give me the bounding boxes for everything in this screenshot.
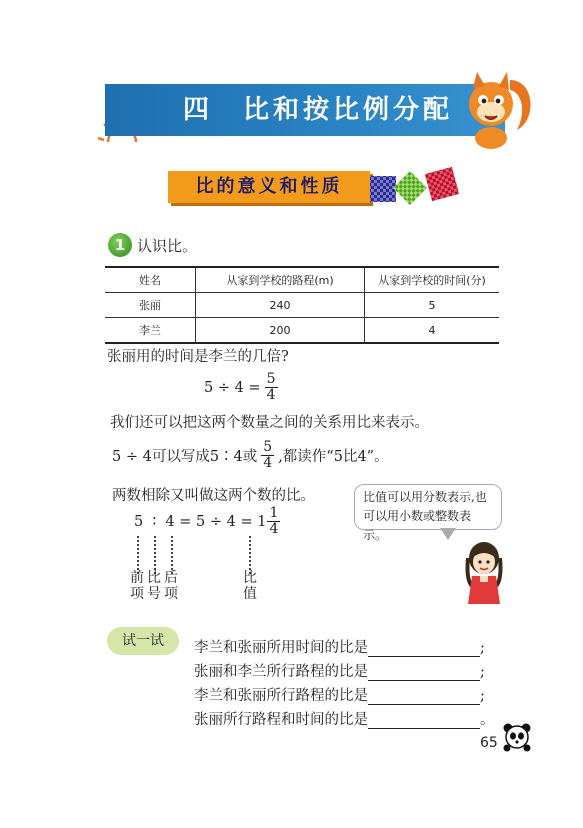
try-line: 李兰和张丽所用时间的比是 ; [194,640,485,656]
chapter-title: 比和按比例分配 [243,95,454,125]
ratio-reading-text: 5 ÷ 4可以写成5∶4或 $\frac{5}{4}$ ,都读作“5比4”。 [112,439,389,471]
answer-blank[interactable] [368,642,480,657]
dotted-guide [171,536,173,574]
equation-left: 5 ÷ 4 = [204,379,261,396]
checkered-squares-decoration-icon [368,162,468,208]
answer-blank[interactable] [368,690,480,705]
section-title: 比的意义和性质 [195,176,343,197]
table-cell: 张丽 [105,293,196,318]
table-cell: 200 [196,318,365,344]
answer-blank[interactable] [368,666,480,681]
page-number: 65 [480,735,498,751]
table-row [105,293,499,318]
chapter-number: 四 [183,95,214,125]
label-ratio-sign: 比号 [147,570,161,602]
table-header-cell: 从家到学校的时间(分) [365,267,500,293]
dotted-guide [249,536,251,574]
table-cell: 4 [365,318,500,344]
label-front-term: 前项 [130,570,144,602]
table-header-row [105,267,499,293]
step-title: 认识比。 [137,237,198,255]
table-header-cell: 从家到学校的路程(m) [196,267,365,293]
fraction: $\frac{1}{4}$ [269,505,279,537]
table-row [105,318,499,344]
fraction: $\frac{5}{4}$ [266,371,276,403]
step-number-badge: 1 [108,233,132,257]
question-text: 张丽用的时间是李兰的几倍? [107,349,289,365]
table-cell: 240 [196,293,365,318]
ratio-explanation-text: 我们还可以把这两个数量之间的关系用比来表示。 [110,415,429,431]
table-cell: 5 [365,293,500,318]
try-line: 张丽所行路程和时间的比是 。 [194,712,495,728]
try-line: 李兰和张丽所行路程的比是 ; [194,688,485,704]
speech-bubble: 比值可以用分数表示,也可以用小数或整数表示。 [354,484,502,530]
speech-bubble-tail [440,528,456,540]
table-cell: 李兰 [105,318,196,344]
chapter-banner [105,84,505,136]
section-tag [168,171,370,203]
try-it-tag: 试一试 [107,627,179,655]
dotted-guide [137,536,139,574]
try-line: 张丽和李兰所行路程的比是 ; [194,664,485,680]
squirrel-mascot-icon [455,70,537,150]
panda-icon [502,722,532,752]
label-back-term: 后项 [164,570,178,602]
ratio-expression: 5 ∶ 4 = 5 ÷ 4 = 1 $\frac{1}{4}$ [134,505,279,537]
data-table [105,266,499,344]
division-equation [204,372,278,403]
table-header-cell: 姓名 [105,267,196,293]
dotted-guide [154,536,156,574]
answer-blank[interactable] [368,714,480,729]
fraction: $\frac{5}{4}$ [263,439,273,471]
label-ratio-value: 比值 [243,570,257,602]
girl-character-icon [462,540,506,604]
ratio-definition-text: 两数相除又叫做这两个数的比。 [112,488,315,504]
